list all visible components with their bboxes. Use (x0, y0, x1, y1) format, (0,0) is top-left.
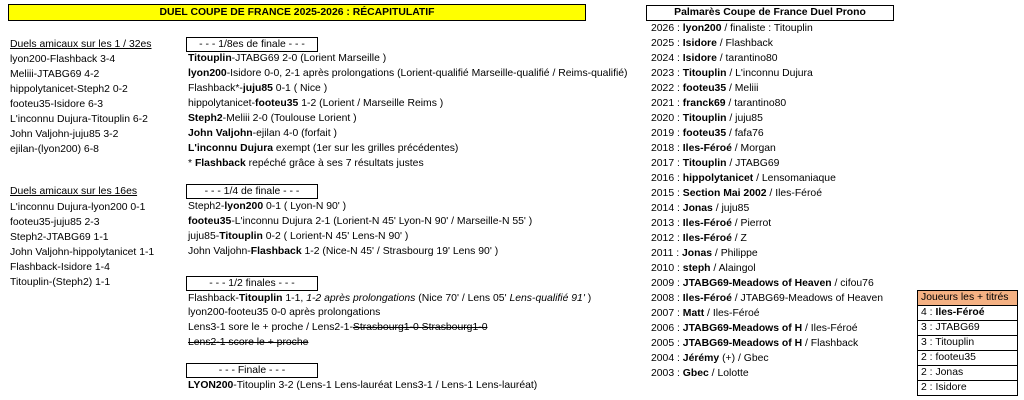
palmares-row: 2024 : Isidore / tarantino80 (651, 53, 778, 64)
palmares-runner-up: / Flashback (802, 338, 859, 349)
match-line: hippolytanicet-footeu35 1-2 (Lorient / Marseille Reims ) (188, 98, 444, 109)
palmares-row: 2004 : Jérémy (+) / Gbec (651, 353, 769, 364)
palmares-winner: Titouplin (682, 158, 727, 169)
palmares-runner-up: / Iles-Féroé (704, 308, 760, 319)
note-line: * Flashback repéché grâce à ses 7 résultats justes (188, 158, 424, 169)
table-row: 2 : Isidore (918, 381, 1018, 396)
match-line: Steph2-Meliii 2-0 (Toulouse Lorient ) (188, 113, 357, 124)
palmares-year: 2018 (651, 143, 675, 154)
match-line: Flashback-Titouplin 1-1, 1-2 après prolongations (Nice 70' / Lens 05' Lens-qualifié 91' ) (188, 293, 592, 304)
palmares-row: 2012 : Iles-Féroé / Z (651, 233, 747, 244)
round-label-semi: - - - 1/2 finales - - - (186, 276, 318, 291)
palmares-winner: franck69 (682, 98, 726, 109)
palmares-title: Palmarès Coupe de France Duel Prono (646, 5, 894, 21)
palmares-winner: Jérémy (682, 353, 720, 364)
palmares-winner: Matt (682, 308, 705, 319)
table-row: 3 : JTABG69 (918, 321, 1018, 336)
palmares-runner-up: / JTABG69 (726, 158, 780, 169)
palmares-year: 2006 (651, 323, 675, 334)
palmares-row: 2022 : footeu35 / Meliii (651, 83, 759, 94)
palmares-runner-up: / Flashback (716, 38, 773, 49)
duel-line: John Valjohn-hippolytanicet 1-1 (10, 247, 155, 258)
palmares-winner: Titouplin (682, 68, 727, 79)
palmares-winner: Section Mai 2002 (682, 188, 767, 199)
palmares-winner: Iles-Féroé (682, 233, 732, 244)
palmares-year: 2005 (651, 338, 675, 349)
palmares-year: 2003 (651, 368, 675, 379)
palmares-row: 2003 : Gbec / Lolotte (651, 368, 749, 379)
match-line: lyon200-Isidore 0-0, 2-1 après prolongations (Lorient-qualifié Marseille-qualifié / Reims-qualifié) (188, 68, 628, 79)
palmares-year: 2025 (651, 38, 675, 49)
palmares-row: 2016 : hippolytanicet / Lensomaniaque (651, 173, 836, 184)
palmares-runner-up: / L'inconnu Dujura (726, 68, 813, 79)
duel-line: footeu35-Isidore 6-3 (10, 99, 103, 110)
palmares-year: 2026 (651, 23, 675, 34)
round-label-final: - - - Finale - - - (186, 363, 318, 378)
palmares-year: 2022 (651, 83, 675, 94)
palmares-winner: JTABG69-Meadows of H (682, 323, 803, 334)
palmares-runner-up: / Morgan (731, 143, 776, 154)
match-line: Flashback*-juju85 0-1 ( Nice ) (188, 83, 328, 94)
palmares-row: 2006 : JTABG69-Meadows of H / Iles-Féroé (651, 323, 858, 334)
palmares-row: 2023 : Titouplin / L'inconnu Dujura (651, 68, 813, 79)
palmares-runner-up: / Pierrot (731, 218, 772, 229)
palmares-year: 2012 (651, 233, 675, 244)
palmares-runner-up: / Lolotte (708, 368, 749, 379)
match-line: Titouplin-JTABG69 2-0 (Lorient Marseille ) (188, 53, 387, 64)
palmares-runner-up: (+) / Gbec (719, 353, 769, 364)
palmares-runner-up: / Z (731, 233, 747, 244)
palmares-runner-up: / Iles-Féroé (802, 323, 858, 334)
match-line: Lens2-1 score le + proche (188, 337, 309, 348)
table-header: Joueurs les + titrés (918, 291, 1018, 306)
palmares-winner: Gbec (682, 368, 709, 379)
palmares-row: 2015 : Section Mai 2002 / Iles-Féroé (651, 188, 822, 199)
page-title: DUEL COUPE DE FRANCE 2025-2026 : RÉCAPITULATIF (8, 4, 586, 21)
palmares-winner: JTABG69-Meadows of H (682, 338, 803, 349)
match-line: John Valjohn-ejilan 4-0 (forfait ) (188, 128, 337, 139)
palmares-winner: footeu35 (682, 83, 727, 94)
palmares-winner: JTABG69-Meadows of Heaven (682, 278, 832, 289)
palmares-year: 2015 (651, 188, 675, 199)
palmares-winner: Titouplin (682, 113, 727, 124)
palmares-winner: Iles-Féroé (682, 218, 732, 229)
palmares-year: 2009 (651, 278, 675, 289)
palmares-row: 2005 : JTABG69-Meadows of H / Flashback (651, 338, 859, 349)
duel-line: lyon200-Flashback 3-4 (10, 54, 116, 65)
duel-line: Steph2-JTABG69 1-1 (10, 232, 109, 243)
duel-line: L'inconnu Dujura-lyon200 0-1 (10, 202, 146, 213)
palmares-winner: footeu35 (682, 128, 727, 139)
palmares-runner-up: / JTABG69-Meadows of Heaven (731, 293, 884, 304)
palmares-year: 2023 (651, 68, 675, 79)
palmares-row: 2009 : JTABG69-Meadows of Heaven / cifou76 (651, 278, 874, 289)
section-heading-32es: Duels amicaux sur les 1 / 32es (10, 39, 152, 50)
table-row: 4 : Iles-Féroé (918, 306, 1018, 321)
palmares-row: 2017 : Titouplin / JTABG69 (651, 158, 780, 169)
palmares-runner-up: / juju85 (726, 113, 763, 124)
duel-line: John Valjohn-juju85 3-2 (10, 129, 119, 140)
palmares-runner-up: / Lensomaniaque (753, 173, 836, 184)
palmares-runner-up: / Alaingol (710, 263, 756, 274)
palmares-row: 2008 : Iles-Féroé / JTABG69-Meadows of Heaven (651, 293, 884, 304)
round-label-quarter: - - - 1/4 de finale - - - (186, 184, 318, 199)
duel-line: Meliii-JTABG69 4-2 (10, 69, 100, 80)
palmares-runner-up: / Iles-Féroé (766, 188, 822, 199)
palmares-winner: Jonas (682, 203, 713, 214)
palmares-year: 2020 (651, 113, 675, 124)
palmares-year: 2008 (651, 293, 675, 304)
palmares-year: 2010 (651, 263, 675, 274)
palmares-row: 2026 : lyon200 / finaliste : Titouplin (651, 23, 813, 34)
palmares-row: 2011 : Jonas / Philippe (651, 248, 758, 259)
duel-line: hippolytanicet-Steph2 0-2 (10, 84, 128, 95)
palmares-winner: hippolytanicet (682, 173, 754, 184)
palmares-runner-up: / fafa76 (726, 128, 764, 139)
palmares-row: 2019 : footeu35 / fafa76 (651, 128, 764, 139)
palmares-year: 2004 (651, 353, 675, 364)
match-line: LYON200-Titouplin 3-2 (Lens-1 Lens-lauréat Lens3-1 / Lens-1 Lens-lauréat) (188, 380, 538, 391)
palmares-year: 2014 (651, 203, 675, 214)
match-line: L'inconnu Dujura exempt (1er sur les grilles précédentes) (188, 143, 459, 154)
palmares-runner-up: / juju85 (712, 203, 750, 214)
palmares-winner: Isidore (682, 53, 717, 64)
match-line: lyon200-footeu35 0-0 après prolongations (188, 307, 381, 318)
palmares-year: 2017 (651, 158, 675, 169)
duel-line: Flashback-Isidore 1-4 (10, 262, 110, 273)
match-line: Steph2-lyon200 0-1 ( Lyon-N 90' ) (188, 201, 347, 212)
palmares-winner: Jonas (682, 248, 713, 259)
palmares-runner-up: / tarantino80 (725, 98, 787, 109)
table-row: 2 : footeu35 (918, 351, 1018, 366)
palmares-runner-up: / Meliii (726, 83, 759, 94)
match-line: juju85-Titouplin 0-2 ( Lorient-N 45' Lens-N 90' ) (188, 231, 409, 242)
palmares-row: 2020 : Titouplin / juju85 (651, 113, 763, 124)
palmares-winner: steph (682, 263, 711, 274)
palmares-year: 2021 (651, 98, 675, 109)
palmares-year: 2007 (651, 308, 675, 319)
palmares-winner: Isidore (682, 38, 717, 49)
palmares-row: 2007 : Matt / Iles-Féroé (651, 308, 760, 319)
palmares-winner: Iles-Féroé (682, 143, 732, 154)
palmares-row: 2018 : Iles-Féroé / Morgan (651, 143, 776, 154)
match-line: footeu35-L'inconnu Dujura 2-1 (Lorient-N 45' Lyon-N 90' / Marseille-N 55' ) (188, 216, 533, 227)
palmares-year: 2013 (651, 218, 675, 229)
palmares-year: 2011 (651, 248, 674, 259)
table-row: 3 : Titouplin (918, 336, 1018, 351)
most-titled-table (917, 290, 1018, 396)
palmares-row: 2021 : franck69 / tarantino80 (651, 98, 787, 109)
palmares-runner-up: / tarantino80 (716, 53, 778, 64)
palmares-runner-up: / Philippe (712, 248, 758, 259)
duel-line: Titouplin-(Steph2) 1-1 (10, 277, 111, 288)
duel-line: L'inconnu Dujura-Titouplin 6-2 (10, 114, 148, 125)
palmares-winner: lyon200 (682, 23, 722, 34)
palmares-winner: Iles-Féroé (682, 293, 732, 304)
palmares-runner-up: / finaliste : Titouplin (721, 23, 813, 34)
match-line: John Valjohn-Flashback 1-2 (Nice-N 45' / Strasbourg 19' Lens 90' ) (188, 246, 499, 257)
round-label-8es: - - - 1/8es de finale - - - (186, 37, 318, 52)
palmares-row: 2025 : Isidore / Flashback (651, 38, 773, 49)
palmares-year: 2019 (651, 128, 675, 139)
palmares-row: 2010 : steph / Alaingol (651, 263, 756, 274)
palmares-row: 2013 : Iles-Féroé / Pierrot (651, 218, 772, 229)
duel-line: ejilan-(lyon200) 6-8 (10, 144, 99, 155)
palmares-row: 2014 : Jonas / juju85 (651, 203, 750, 214)
palmares-year: 2024 (651, 53, 675, 64)
table-row: 2 : Jonas (918, 366, 1018, 381)
duel-line: footeu35-juju85 2-3 (10, 217, 100, 228)
match-line: Lens3-1 sore le + proche / Lens2-1-Strasbourg1-0 Strasbourg1-0 (188, 322, 488, 333)
palmares-year: 2016 (651, 173, 675, 184)
palmares-runner-up: / cifou76 (831, 278, 874, 289)
section-heading-16es: Duels amicaux sur les 16es (10, 186, 138, 197)
